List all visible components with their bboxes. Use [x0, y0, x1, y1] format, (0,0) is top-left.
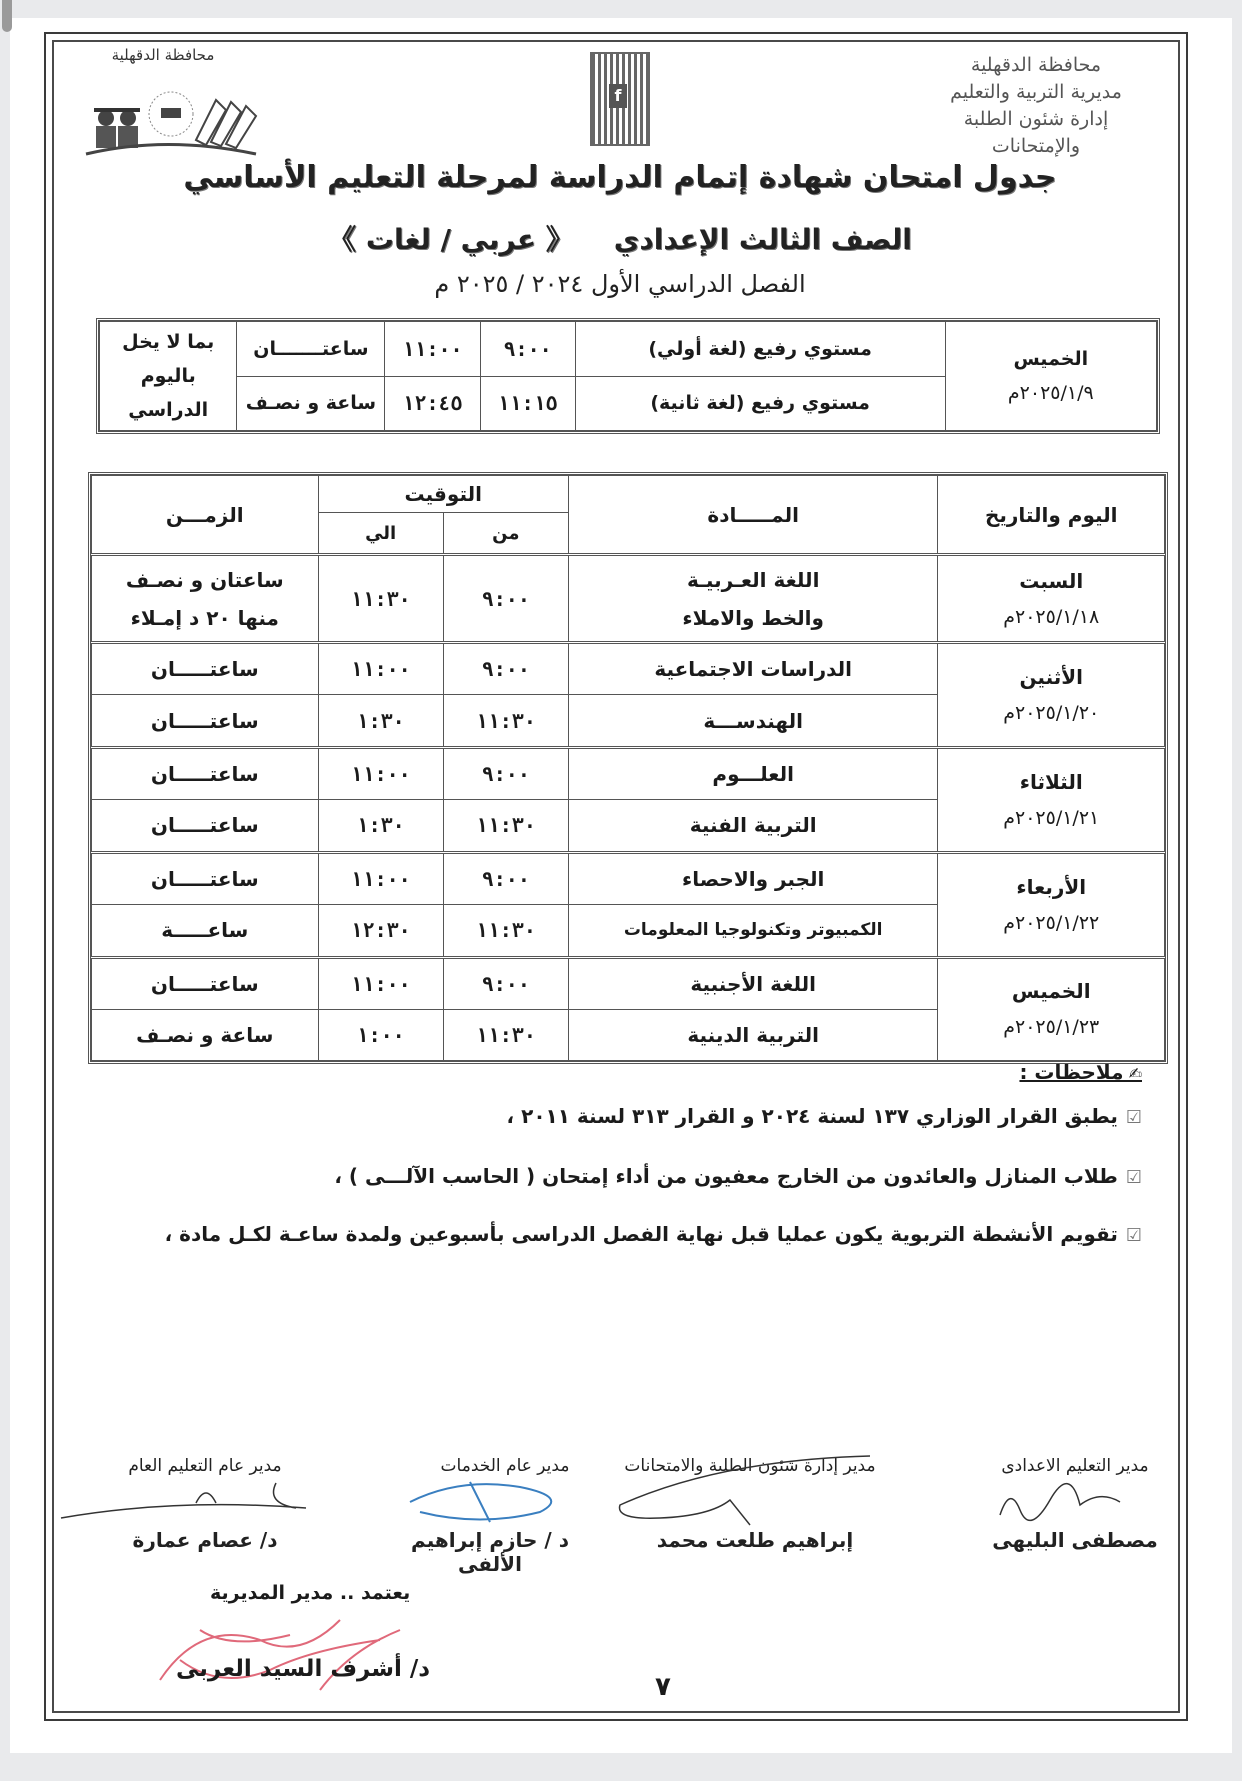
- subject-cell: الهندســـة: [568, 695, 938, 747]
- day-name: الثلاثاء: [1019, 769, 1083, 794]
- signature-mark-icon: [56, 1478, 316, 1528]
- table-row: [92, 643, 1165, 695]
- duration-cell: ساعتـــــان: [92, 747, 319, 799]
- time-from-cell: ١١:١٥: [480, 376, 575, 431]
- table-row: [100, 322, 1157, 377]
- time-to-cell: ١:٣٠: [318, 695, 443, 747]
- time-from-cell: ٩:٠٠: [443, 852, 568, 904]
- day-cell: [938, 747, 1165, 852]
- issuer-header: [926, 52, 1146, 160]
- subject-cell: الكمبيوتر وتكنولوجيا المعلومات: [568, 905, 938, 957]
- governorate-logo-icon: [66, 70, 266, 170]
- signature-mark-icon: [400, 1472, 580, 1532]
- day-name: الخميس: [1011, 979, 1091, 1004]
- signatory-name: د / حازم إبراهيم الألفى: [411, 1528, 569, 1576]
- subject-cell: [568, 555, 938, 643]
- time-to-cell: ١:٠٠: [318, 1010, 443, 1061]
- note-item: [165, 1222, 1142, 1246]
- duration-cell: ساعة و نصـف: [92, 1010, 319, 1061]
- exam-day: الخميس: [1013, 348, 1089, 370]
- issuer-line-department: إدارة شئون الطلبة والإمتحانات: [963, 108, 1109, 157]
- day-cell: [938, 643, 1165, 748]
- day-date: ٢٠٢٥/١/١٨م: [1003, 605, 1100, 628]
- note-cell: [100, 322, 237, 431]
- note-text: طلاب المنازل والعائدون من الخارج معفيون من أداء إمتحان ( الحاسب الآلـــى ) ،: [334, 1164, 1118, 1188]
- header-timing: التوقيت: [318, 476, 568, 513]
- time-from-cell: ١١:٣٠: [443, 1010, 568, 1061]
- note-item: [334, 1164, 1142, 1188]
- day-cell: [938, 555, 1165, 643]
- day-name: الأربعاء: [1016, 874, 1087, 899]
- header-duration: الزمـــن: [92, 476, 319, 555]
- time-to-cell: ١١:٣٠: [318, 555, 443, 643]
- duration-cell: ساعتـــــان: [92, 695, 319, 747]
- subject-name: اللغة العـربيـة: [686, 567, 820, 592]
- header-to: الي: [318, 513, 443, 555]
- exam-day-cell: [945, 322, 1156, 431]
- time-from-cell: ٩:٠٠: [443, 957, 568, 1010]
- time-from-cell: ٩:٠٠: [443, 643, 568, 695]
- facebook-icon: f: [609, 84, 627, 108]
- day-cell: [938, 852, 1165, 957]
- exam-date: ٢٠٢٥/١/٩م: [1007, 382, 1094, 404]
- signatory-title: مدير إدارة شئون الطلبة والامتحانات: [624, 1456, 876, 1476]
- note-text: تقويم الأنشطة التربوية يكون عمليا قبل نهاية الفصل الدراسى بأسبوعين ولمدة ساعـة لكـل مادة ،: [164, 1222, 1118, 1246]
- subject-cell: العلـــوم: [568, 747, 938, 799]
- duration-cell: ساعة و نصـف: [237, 376, 385, 431]
- semester-label: الفصل الدراسي الأول ٢٠٢٤ / ٢٠٢٥ م: [434, 270, 806, 298]
- subject-cell: الجبر والاحصاء: [568, 852, 938, 904]
- time-to-cell: ١١:٠٠: [318, 957, 443, 1010]
- day-name: السبت: [1019, 568, 1084, 593]
- subject-cell: الدراسات الاجتماعية: [568, 643, 938, 695]
- time-to-cell: ١١:٠٠: [385, 322, 480, 377]
- time-from-cell: ١١:٣٠: [443, 695, 568, 747]
- issuer-line-directorate: مديرية التربية والتعليم: [950, 81, 1122, 103]
- time-from-cell: ٩:٠٠: [443, 747, 568, 799]
- header-from: من: [443, 513, 568, 555]
- duration-cell: ساعـــــة: [92, 905, 319, 957]
- notes-title: [1019, 1060, 1142, 1084]
- duration-cell: ساعتـــــان: [92, 643, 319, 695]
- duration-cell: ساعتـــــان: [92, 957, 319, 1010]
- signatory-name: د/ عصام عمارة: [132, 1528, 278, 1552]
- note-item: [507, 1104, 1142, 1128]
- subject-cell: مستوي رفيع (لغة أولي): [575, 322, 945, 377]
- day-name: الأثنين: [1019, 664, 1084, 689]
- time-from-cell: ١١:٣٠: [443, 905, 568, 957]
- advanced-level-table: [96, 318, 1160, 434]
- table-row: [92, 747, 1165, 799]
- subject-cell: التربية الدينية: [568, 1010, 938, 1061]
- document-title: جدول امتحان شهادة إتمام الدراسة لمرحلة التعليم الأساسي: [183, 160, 1057, 195]
- time-to-cell: ١١:٠٠: [318, 643, 443, 695]
- time-from-cell: ١١:٣٠: [443, 800, 568, 852]
- signature-mark-icon: [990, 1480, 1140, 1530]
- time-to-cell: ١:٣٠: [318, 800, 443, 852]
- duration-cell: ساعتـــــان: [92, 852, 319, 904]
- checkmark-icon: ☑: [1125, 1107, 1142, 1128]
- subject-name-line2: والخط والاملاء: [682, 605, 824, 630]
- time-to-cell: ١٢:٤٥: [385, 376, 480, 431]
- duration-cell: ساعتـــــان: [92, 800, 319, 852]
- approval-label: يعتمد .. مدير المديرية: [210, 1582, 411, 1604]
- duration-value: ساعتان و نصـف: [125, 567, 284, 592]
- signatory-title: مدير عام الخدمات: [440, 1456, 570, 1476]
- subject-cell: اللغة الأجنبية: [568, 957, 938, 1010]
- note-line: بما لا يخل: [122, 331, 215, 353]
- table-row: [92, 852, 1165, 904]
- day-date: ٢٠٢٥/١/٢١م: [1003, 806, 1100, 829]
- time-from-cell: ٩:٠٠: [480, 322, 575, 377]
- logo-caption: محافظة الدقهلية: [111, 46, 215, 64]
- subject-cell: التربية الفنية: [568, 800, 938, 852]
- scrollbar-thumb[interactable]: [2, 0, 12, 32]
- grade-title: [100, 218, 1140, 258]
- pencil-icon: ✍: [1123, 1064, 1142, 1083]
- header-day-date: اليوم والتاريخ: [938, 476, 1165, 555]
- track-label: 《 عربي / لغات 》: [328, 223, 574, 256]
- checkmark-icon: ☑: [1125, 1167, 1142, 1188]
- signatory-name: إبراهيم طلعت محمد: [656, 1528, 854, 1552]
- signatory-name: مصطفى البليهى: [992, 1528, 1158, 1552]
- header-subject: المـــــادة: [568, 476, 938, 555]
- exam-schedule-table: [88, 472, 1168, 1064]
- day-cell: [938, 957, 1165, 1060]
- signatory-title: مدير التعليم الاعدادى: [1001, 1456, 1149, 1476]
- day-date: ٢٠٢٥/١/٢٢م: [1003, 911, 1100, 934]
- table-row: [92, 957, 1165, 1010]
- approval-signature-icon: [140, 1600, 440, 1700]
- signatory-title: مدير عام التعليم العام: [128, 1456, 282, 1476]
- director-name: د/ أشرف السيد العربى: [176, 1656, 431, 1682]
- time-to-cell: ١٢:٣٠: [318, 905, 443, 957]
- duration-cell: ساعتـــــــان: [237, 322, 385, 377]
- time-to-cell: ١١:٠٠: [318, 747, 443, 799]
- notes-title-text: ملاحظات :: [1019, 1060, 1124, 1084]
- time-to-cell: ١١:٠٠: [318, 852, 443, 904]
- note-text: يطبق القرار الوزاري ١٣٧ لسنة ٢٠٢٤ و القرار ٣١٣ لسنة ٢٠١١ ،: [506, 1104, 1118, 1128]
- duration-cell: [92, 555, 319, 643]
- note-line: باليوم الدراسي: [128, 365, 209, 421]
- signature-mark-icon: [600, 1450, 880, 1530]
- checkmark-icon: ☑: [1125, 1225, 1142, 1246]
- page-number: ٧: [655, 1672, 671, 1702]
- grade-label: الصف الثالث الإعدادي: [613, 223, 912, 256]
- duration-note: منها ٢٠ د إمـلاء: [130, 605, 279, 630]
- day-date: ٢٠٢٥/١/٢٠م: [1003, 701, 1100, 724]
- issuer-line-governorate: محافظة الدقهلية: [970, 54, 1102, 76]
- day-date: ٢٠٢٥/١/٢٣م: [1003, 1016, 1100, 1039]
- header-row: [92, 476, 1165, 513]
- table-row: [92, 555, 1165, 643]
- subject-cell: مستوي رفيع (لغة ثانية): [575, 376, 945, 431]
- time-from-cell: ٩:٠٠: [443, 555, 568, 643]
